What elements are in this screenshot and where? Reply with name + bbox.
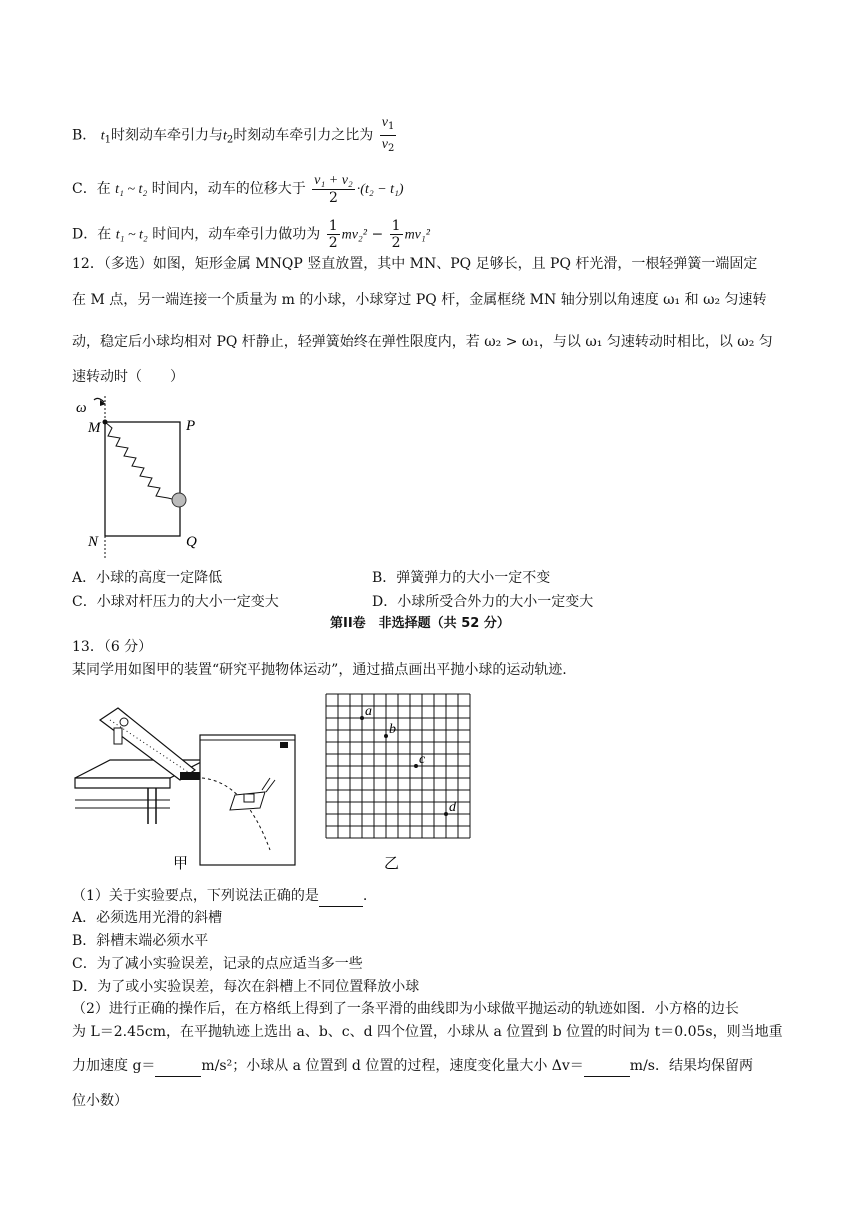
q12-option-d: D．小球所受合外力的大小一定变大 [372, 594, 594, 610]
q12-line-1: 12．（多选）如图，矩形金属 MNQP 竖直放置，其中 MN、PQ 足够长，且 PQ 杆光滑，一根轻弹簧一端固定 [72, 256, 758, 272]
q12-line-3: 动，稳定后小球均相对 PQ 杆静止，轻弹簧始终在弹性限度内，若 ω₂ > ω₁，与以 ω₁ 匀速转动时相比，以 ω₂ 匀 [72, 334, 773, 350]
label-m: M [88, 420, 101, 436]
q13-head: 13．（6 分） [72, 639, 153, 655]
answer-blank-g[interactable] [155, 1056, 201, 1077]
section-heading: 第II卷 非选择题（共 52 分） [330, 616, 510, 631]
omega-label: ω [76, 400, 87, 416]
rotation-arrow-icon [94, 398, 104, 402]
q13-part2-line2: 为 L＝2.45cm，在平抛轨迹上选出 a、b、c、d 四个位置，小球从 a 位置到 b 位置的时间为 t＝0.05s，则当地重 [72, 1024, 783, 1040]
metal-frame [105, 422, 180, 536]
average-velocity-fraction: $\frac{\text{v₁ + v₂}}{2}$ [314, 173, 353, 206]
grid-point-label-d: d [449, 800, 456, 815]
q12-option-c: C．小球对杆压力的大小一定变大 [72, 594, 279, 610]
ratio-fraction: $\frac{v_1}{v_2}$ [381, 115, 395, 154]
half-fraction: $\frac{1}{2}$ [391, 218, 401, 251]
q11-option-d: D．在 t₁ ~ t₂ 时间内，动车牵引力做功为 $\frac{1}{2}$ mv₂² − $\frac{1}{2}$ mv₁² [72, 218, 430, 251]
q11-option-c: C．在 t₁ ~ t₂ 时间内，动车的位移大于 $\frac{\text{v₁ + v₂}}{2}$ ·(t₂ − t₁) [72, 173, 404, 206]
q13-part2-line3: 力加速度 g＝ m/s²；小球从 a 位置到 d 位置的过程，速度变化量大小 Δv＝ m/s．结果均保留两 [72, 1056, 753, 1077]
half-fraction: $\frac{1}{2}$ [328, 218, 338, 251]
grid-point-label-c: c [419, 752, 426, 767]
fig-jia-label: 甲 [173, 856, 189, 872]
q12-line-4: 速转动时（ ） [72, 369, 184, 385]
label-q: Q [186, 534, 197, 550]
grid-point-b [384, 734, 388, 738]
q13-part1: （1）关于实验要点，下列说法正确的是 . [72, 886, 367, 907]
label-n: N [88, 534, 99, 550]
grid-point-a [360, 716, 364, 720]
grid-point-d [444, 812, 448, 816]
q12-line-2: 在 M 点，另一端连接一个质量为 m 的小球，小球穿过 PQ 杆，金属框绕 MN 轴分别以角速度 ω₁ 和 ω₂ 匀速转 [72, 292, 767, 308]
label-p: P [186, 418, 196, 434]
q13-part2-line4: 位小数） [72, 1093, 128, 1109]
rotating-frame-figure [68, 392, 218, 564]
spring [105, 422, 176, 500]
grid-point-label-b: b [389, 722, 396, 737]
q11-option-b: B． $t_1$时刻动车牵引力与$t_2$时刻动车牵引力之比为 $\frac{v_1}{v_2}$ [72, 114, 398, 157]
q13-part1-b: B．斜槽末端必须水平 [72, 933, 209, 949]
q13-part1-c: C．为了减小实验误差，记录的点应适当多一些 [72, 956, 363, 972]
fig-yi-label: 乙 [384, 856, 400, 872]
grid-figure [322, 692, 474, 872]
ball [172, 493, 186, 507]
q13-part2-line1: （2）进行正确的操作后，在方格纸上得到了一条平滑的曲线即为小球做平抛运动的轨迹如图．小方格的边长 [72, 1001, 739, 1017]
grid-point-c [414, 764, 418, 768]
answer-blank-dv[interactable] [584, 1056, 630, 1077]
grid-point-label-a: a [365, 704, 372, 719]
q13-part1-d: D．为了或小实验误差，每次在斜槽上不同位置释放小球 [72, 979, 420, 995]
answer-blank-1[interactable] [319, 886, 363, 907]
q12-option-b: B．弹簧弹力的大小一定不变 [372, 570, 551, 586]
q13-part1-a: A．必须选用光滑的斜槽 [72, 910, 223, 926]
q12-option-a: A．小球的高度一定降低 [72, 570, 223, 586]
q13-intro: 某同学用如图甲的装置“研究平抛物体运动”，通过描点画出平抛小球的运动轨迹. [72, 662, 567, 678]
apparatus-figure [70, 700, 305, 872]
